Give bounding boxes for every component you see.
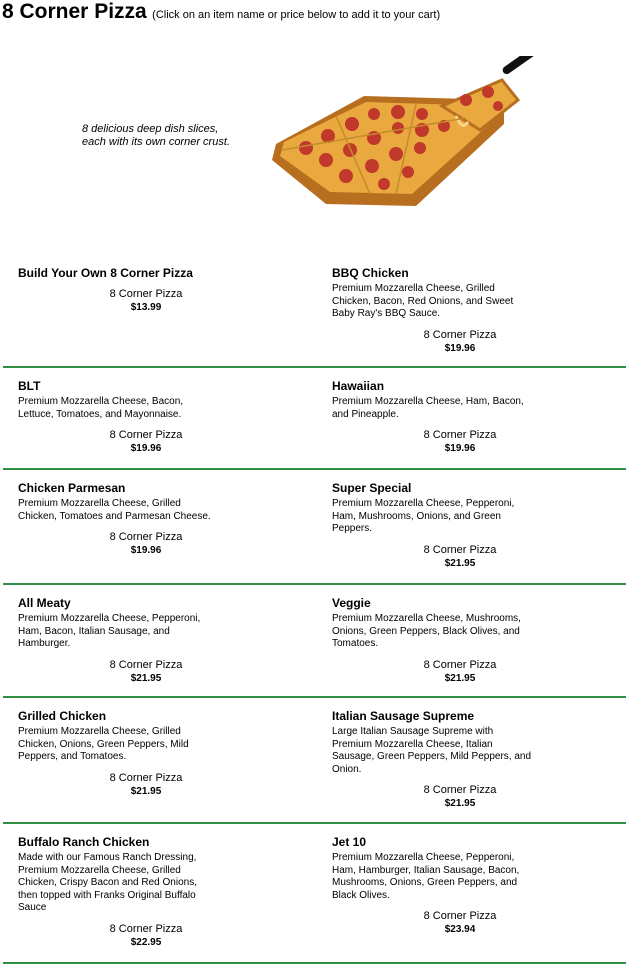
tagline-line-1: 8 delicious deep dish slices, bbox=[82, 123, 219, 135]
menu-item bbox=[332, 255, 532, 355]
size-label: 8 Corner Pizza bbox=[423, 543, 497, 556]
price-link[interactable] bbox=[46, 531, 246, 557]
menu-item bbox=[332, 824, 532, 936]
size-label: 8 Corner Pizza bbox=[423, 784, 497, 796]
product-tagline bbox=[82, 123, 230, 149]
size-label: 8 Corner Pizza bbox=[423, 658, 497, 671]
menu-row bbox=[3, 470, 626, 585]
item-name-link[interactable]: Super Special bbox=[332, 481, 412, 495]
price-value: $23.94 bbox=[444, 924, 476, 935]
price-value: $19.96 bbox=[130, 545, 162, 556]
price-link[interactable] bbox=[360, 544, 560, 570]
price-link[interactable] bbox=[46, 772, 246, 798]
size-label: 8 Corner Pizza bbox=[109, 429, 183, 441]
price-link[interactable] bbox=[360, 429, 560, 455]
item-description: Premium Mozzarella Cheese, Bacon, Lettuce, Tomatoes, and Mayonnaise. bbox=[18, 396, 184, 420]
size-label: 8 Corner Pizza bbox=[423, 328, 497, 341]
item-description: Premium Mozzarella Cheese, Ham, Bacon, and Pineapple. bbox=[332, 396, 524, 420]
item-description: Premium Mozzarella Cheese, Grilled Chicken, Onions, Green Peppers, Mild Peppers, and Tomatoes. bbox=[18, 726, 189, 762]
menu-item bbox=[332, 585, 532, 685]
size-label: 8 Corner Pizza bbox=[109, 288, 183, 300]
price-value: $19.96 bbox=[130, 443, 162, 454]
pizza-image bbox=[266, 56, 548, 220]
size-label: 8 Corner Pizza bbox=[109, 922, 183, 935]
price-value: $21.95 bbox=[130, 672, 162, 684]
price-value: $19.96 bbox=[444, 443, 476, 454]
item-description: Premium Mozzarella Cheese, Pepperoni, Ham, Hamburger, Italian Sausage, Bacon, Mushrooms, Onions, Green Peppers, and Black Olives. bbox=[332, 852, 520, 901]
price-link[interactable] bbox=[360, 910, 560, 936]
item-description: Premium Mozzarella Cheese, Grilled Chicken, Tomatoes and Parmesan Cheese. bbox=[18, 498, 211, 522]
menu-item bbox=[18, 368, 218, 455]
page-title: 8 Corner Pizza bbox=[2, 0, 147, 23]
price-value: $19.96 bbox=[444, 342, 476, 354]
menu-row bbox=[3, 255, 626, 368]
menu-item bbox=[332, 698, 532, 810]
price-value: $21.95 bbox=[130, 785, 162, 797]
item-name-link[interactable]: Jet 10 bbox=[332, 835, 367, 849]
price-value: $22.95 bbox=[130, 936, 162, 948]
item-name-link[interactable]: BLT bbox=[18, 379, 41, 393]
item-name-link[interactable]: Italian Sausage Supreme bbox=[332, 709, 475, 723]
price-link[interactable] bbox=[46, 429, 246, 455]
menu-item bbox=[18, 698, 218, 798]
price-link[interactable] bbox=[46, 923, 246, 949]
price-value: $21.95 bbox=[444, 798, 476, 809]
menu-item bbox=[332, 368, 532, 455]
tagline-line-2: each with its own corner crust. bbox=[82, 136, 230, 148]
item-name-link[interactable]: Grilled Chicken bbox=[18, 709, 107, 723]
menu-item bbox=[18, 585, 218, 685]
item-description: Premium Mozzarella Cheese, Pepperoni, Ham, Bacon, Italian Sausage, and Hamburger. bbox=[18, 613, 201, 649]
size-label: 8 Corner Pizza bbox=[109, 771, 183, 784]
menu-item bbox=[18, 470, 218, 557]
menu-item bbox=[18, 824, 218, 949]
menu-item bbox=[18, 255, 218, 314]
item-name-link[interactable]: BBQ Chicken bbox=[332, 266, 409, 280]
item-name-link[interactable]: All Meaty bbox=[18, 596, 71, 610]
size-label: 8 Corner Pizza bbox=[423, 910, 497, 922]
price-link[interactable] bbox=[46, 288, 246, 314]
price-value: $21.95 bbox=[444, 672, 476, 684]
menu-row bbox=[3, 368, 626, 470]
size-label: 8 Corner Pizza bbox=[423, 429, 497, 441]
price-link[interactable] bbox=[360, 329, 560, 355]
item-name-link[interactable]: Veggie bbox=[332, 596, 371, 610]
item-name-link[interactable]: Hawaiian bbox=[332, 379, 385, 393]
item-description: Premium Mozzarella Cheese, Mushrooms, Onions, Green Peppers, Black Olives, and Tomatoes. bbox=[332, 613, 521, 649]
item-description: Made with our Famous Ranch Dressing, Premium Mozzarella Cheese, Grilled Chicken, Crispy Bacon and Red Onions, then topped with Franks Original Buffalo Sauce bbox=[18, 852, 197, 913]
item-name-link[interactable]: Buffalo Ranch Chicken bbox=[18, 835, 150, 849]
menu-row bbox=[3, 824, 626, 964]
price-link[interactable] bbox=[360, 784, 560, 810]
menu-row bbox=[3, 698, 626, 824]
cart-hint: (Click on an item name or price below to add it to your cart) bbox=[152, 9, 441, 21]
price-value: $13.99 bbox=[130, 302, 162, 313]
menu-row bbox=[3, 585, 626, 698]
item-name-link[interactable]: Chicken Parmesan bbox=[18, 481, 126, 495]
price-link[interactable] bbox=[46, 659, 246, 685]
size-label: 8 Corner Pizza bbox=[109, 531, 183, 543]
page-header bbox=[2, 0, 440, 24]
size-label: 8 Corner Pizza bbox=[109, 658, 183, 671]
item-description: Premium Mozzarella Cheese, Grilled Chicken, Bacon, Red Onions, and Sweet Baby Ray's BBQ Sauce. bbox=[332, 283, 514, 319]
price-link[interactable] bbox=[360, 659, 560, 685]
menu-item bbox=[332, 470, 532, 570]
price-value: $21.95 bbox=[444, 557, 476, 569]
item-description: Large Italian Sausage Supreme with Premium Mozzarella Cheese, Italian Sausage, Green Peppers, Mild Peppers, and Onion. bbox=[332, 726, 532, 775]
item-name-link[interactable]: Build Your Own 8 Corner Pizza bbox=[18, 266, 193, 280]
item-description: Premium Mozzarella Cheese, Pepperoni, Ham, Mushrooms, Onions, and Green Peppers. bbox=[332, 498, 515, 534]
